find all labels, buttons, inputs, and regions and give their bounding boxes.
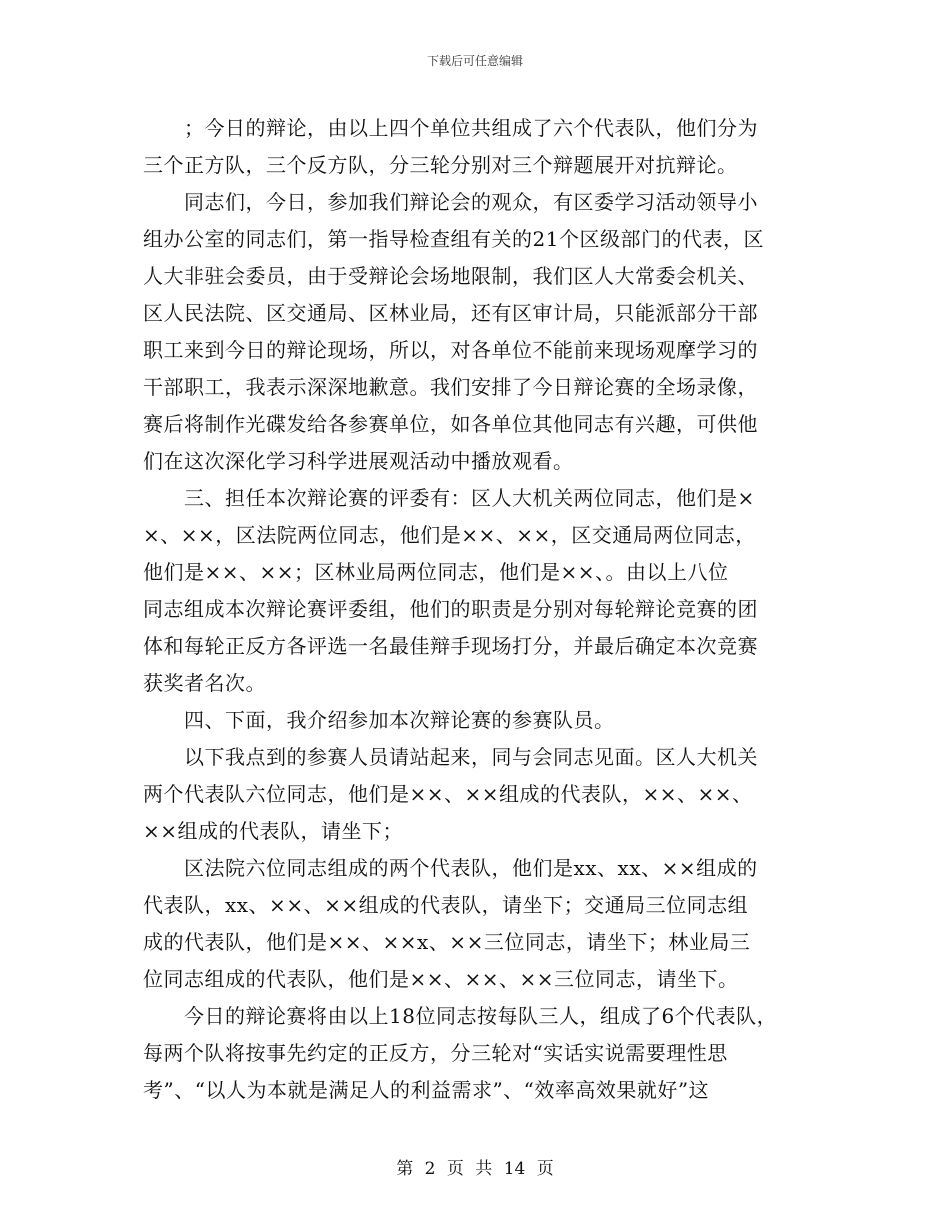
body-line: 赛后将制作光碟发给各参赛单位，如各单位其他同志有兴趣，可供他 <box>143 412 758 436</box>
body-line: 们在这次深化学习科学进展观活动中播放观看。 <box>143 449 574 473</box>
body-line: ×、××，区法院两位同志，他们是××、××，区交通局两位同志， <box>143 523 756 547</box>
body-line: 考”、“以人为本就是满足人的利益需求”、“效率高效果就好”这 <box>143 1078 710 1102</box>
body-line: 每两个队将按事先约定的正反方，分三轮对“实话实说需要理性思 <box>143 1041 728 1065</box>
body-line: 干部职工，我表示深深地歉意。我们安排了今日辩论赛的全场录像， <box>143 375 758 399</box>
body-line: 今日的辩论赛将由以上18位同志按每队三人，组成了6个代表队， <box>143 1004 778 1028</box>
body-line: 职工来到今日的辩论现场，所以，对各单位不能前来现场观摩学习的 <box>143 338 758 362</box>
body-line: 同志们，今日，参加我们辩论会的观众，有区委学习活动领导小 <box>143 190 758 214</box>
body-line: 区法院六位同志组成的两个代表队，他们是xx、xx、××组成的 <box>143 856 758 880</box>
page-header: 下载后可任意编辑 <box>426 54 523 68</box>
body-line: 体和每轮正反方各评选一名最佳辩手现场打分，并最后确定本次竞赛 <box>143 634 758 658</box>
body-line: 以下我点到的参赛人员请站起来，同与会同志见面。区人大机关 <box>143 745 758 769</box>
body-line: ；今日的辩论，由以上四个单位共组成了六个代表队，他们分为 <box>143 116 758 140</box>
body-line: 获奖者名次。 <box>143 671 266 695</box>
body-line: 三个正方队，三个反方队，分三轮分别对三个辩题展开对抗辩论。 <box>143 153 738 177</box>
body-line: 同志组成本次辩论赛评委组，他们的职责是分别对每轮辩论竞赛的团 <box>143 597 758 621</box>
body-line: 三、担任本次辩论赛的评委有：区人大机关两位同志，他们是× <box>143 486 755 510</box>
body-line: 区人民法院、区交通局、区林业局，还有区审计局，只能派部分干部 <box>143 301 758 325</box>
body-line: 成的代表队，他们是××、××x、××三位同志，请坐下；林业局三 <box>143 930 751 954</box>
body-line: 四、下面，我介绍参加本次辩论赛的参赛队员。 <box>143 708 615 732</box>
body-line: 代表队，xx、××、××组成的代表队，请坐下；交通局三位同志组 <box>143 893 749 917</box>
body-line: 位同志组成的代表队，他们是××、××、××三位同志，请坐下。 <box>143 967 739 991</box>
body-line: ××组成的代表队，请坐下； <box>143 819 404 843</box>
body-line: 他们是××、××；区林业局两位同志，他们是××、。由以上八位 <box>143 560 729 584</box>
body-line: 两个代表队六位同志，他们是××、××组成的代表队，××、××、 <box>143 782 753 806</box>
body-line: 人大非驻会委员，由于受辩论会场地限制，我们区人大常委会机关、 <box>143 264 758 288</box>
document-body <box>143 110 818 1109</box>
page-footer: 第 2 页 共 14 页 <box>396 1159 554 1179</box>
body-line: 组办公室的同志们，第一指导检查组有关的21个区级部门的代表，区 <box>143 227 764 251</box>
